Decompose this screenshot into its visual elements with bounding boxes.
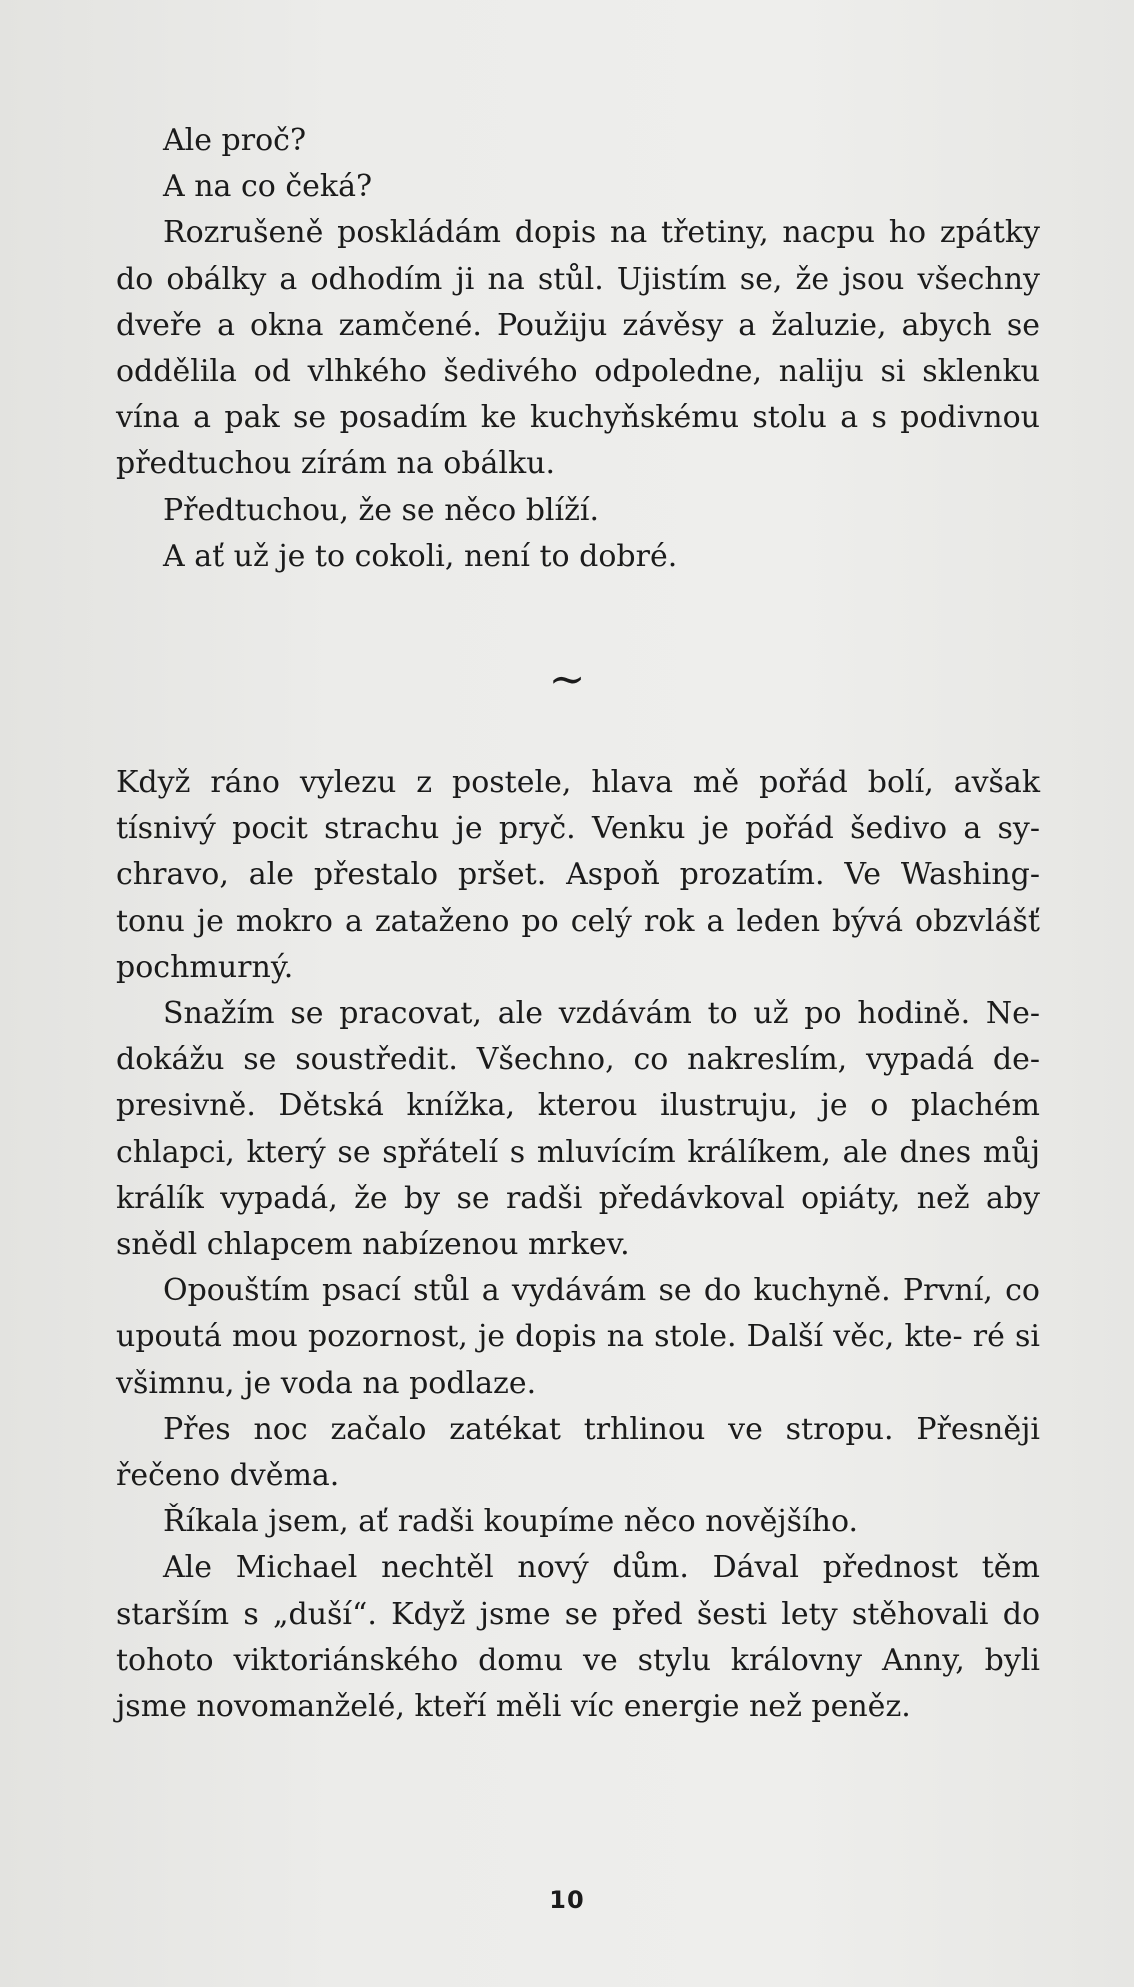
text-line: presivně. Dětská knížka, kterou ilustruju, je o plachém xyxy=(116,1088,1040,1124)
paragraph xyxy=(116,760,1040,991)
paragraph xyxy=(116,1545,1040,1730)
text-line: Když ráno vylezu z postele, hlava mě pořád bolí, avšak xyxy=(116,765,1040,800)
text-line: tonu je mokro a zataženo po celý rok a leden bývá obzvlášť xyxy=(116,903,1040,939)
text-line: A ať už je to cokoli, není to dobré. xyxy=(163,538,678,574)
paragraph xyxy=(116,534,1040,580)
text-line: můj králík vypadá, že by se radši předávkoval opiáty, než xyxy=(116,1134,1040,1216)
text-line: Říkala jsem, ať radši koupíme něco novějšího. xyxy=(163,1504,859,1540)
text-line: A na co čeká? xyxy=(163,169,373,205)
text-line: Ale Michael nechtěl nový dům. Dával přednost těm xyxy=(163,1550,1040,1586)
text-line: dokážu se soustředit. Všechno, co nakreslím, vypadá de- xyxy=(116,1042,1040,1078)
text-line: abych se oddělila od vlhkého šedivého odpoledne, naliju xyxy=(116,307,1040,390)
text-line: řečeno dvěma. xyxy=(116,1458,340,1494)
text-line: Snažím se pracovat, ale vzdávám to už po hodině. Ne- xyxy=(163,996,1040,1032)
text-line: Rozrušeně poskládám dopis na třetiny, nacpu ho xyxy=(163,215,927,251)
text-line: tísnivý pocit strachu je pryč. Venku je pořád šedivo a sy- xyxy=(116,811,1040,847)
scene-break-ornament: ~ xyxy=(548,654,586,705)
text-line: starším s „duší“. Když jsme se před šesti lety stěhovali xyxy=(116,1596,989,1632)
paragraph xyxy=(116,164,1040,210)
text-line: pochmurný. xyxy=(116,949,294,985)
text-line: všechny dveře a okna zamčené. Použiju závěsy a žaluzie, xyxy=(116,261,1040,343)
page-number: 10 xyxy=(549,1886,585,1914)
text-line: chlapci, který se spřátelí s mluvícím králíkem, ale dnes xyxy=(116,1134,972,1170)
text-line: ré si všimnu, je voda na podlaze. xyxy=(116,1319,1040,1401)
text-line: Předtuchou, že se něco blíží. xyxy=(163,492,600,528)
text-line: aby snědl chlapcem nabízenou mrkev. xyxy=(116,1180,1040,1263)
text-line: a s podivnou předtuchou zírám na obálku. xyxy=(116,400,1041,482)
paragraph xyxy=(116,991,1040,1268)
text-line: Přes noc začalo zatékat trhlinou ve stropu. Přesněji xyxy=(163,1411,1040,1447)
text-section-1 xyxy=(116,118,1040,580)
paragraph xyxy=(116,210,1040,487)
text-line: Ale proč? xyxy=(163,123,307,158)
paragraph xyxy=(116,118,1040,164)
paragraph xyxy=(116,1268,1040,1407)
text-line: co upoutá mou pozornost, je dopis na stole. Další věc, kte- xyxy=(116,1273,1040,1355)
text-line: si sklenku vína a pak se posadím ke kuchyňskému stolu xyxy=(116,354,1040,436)
text-line: Opouštím psací stůl a vydávám se do kuchyně. První, xyxy=(163,1273,993,1309)
text-line: byli jsme novomanželé, kteří měli víc energie než peněz. xyxy=(116,1642,1040,1725)
text-line: chravo, ale přestalo pršet. Aspoň prozatím. Ve Washing- xyxy=(116,857,1040,893)
text-section-2 xyxy=(116,760,1040,1730)
paragraph xyxy=(116,1407,1040,1499)
paragraph xyxy=(116,1499,1040,1545)
text-line: do tohoto viktoriánského domu ve stylu královny Anny, xyxy=(116,1596,1040,1678)
paragraph xyxy=(116,488,1040,534)
text-line: zpátky do obálky a odhodím ji na stůl. Ujistím se, že jsou xyxy=(116,215,1040,297)
